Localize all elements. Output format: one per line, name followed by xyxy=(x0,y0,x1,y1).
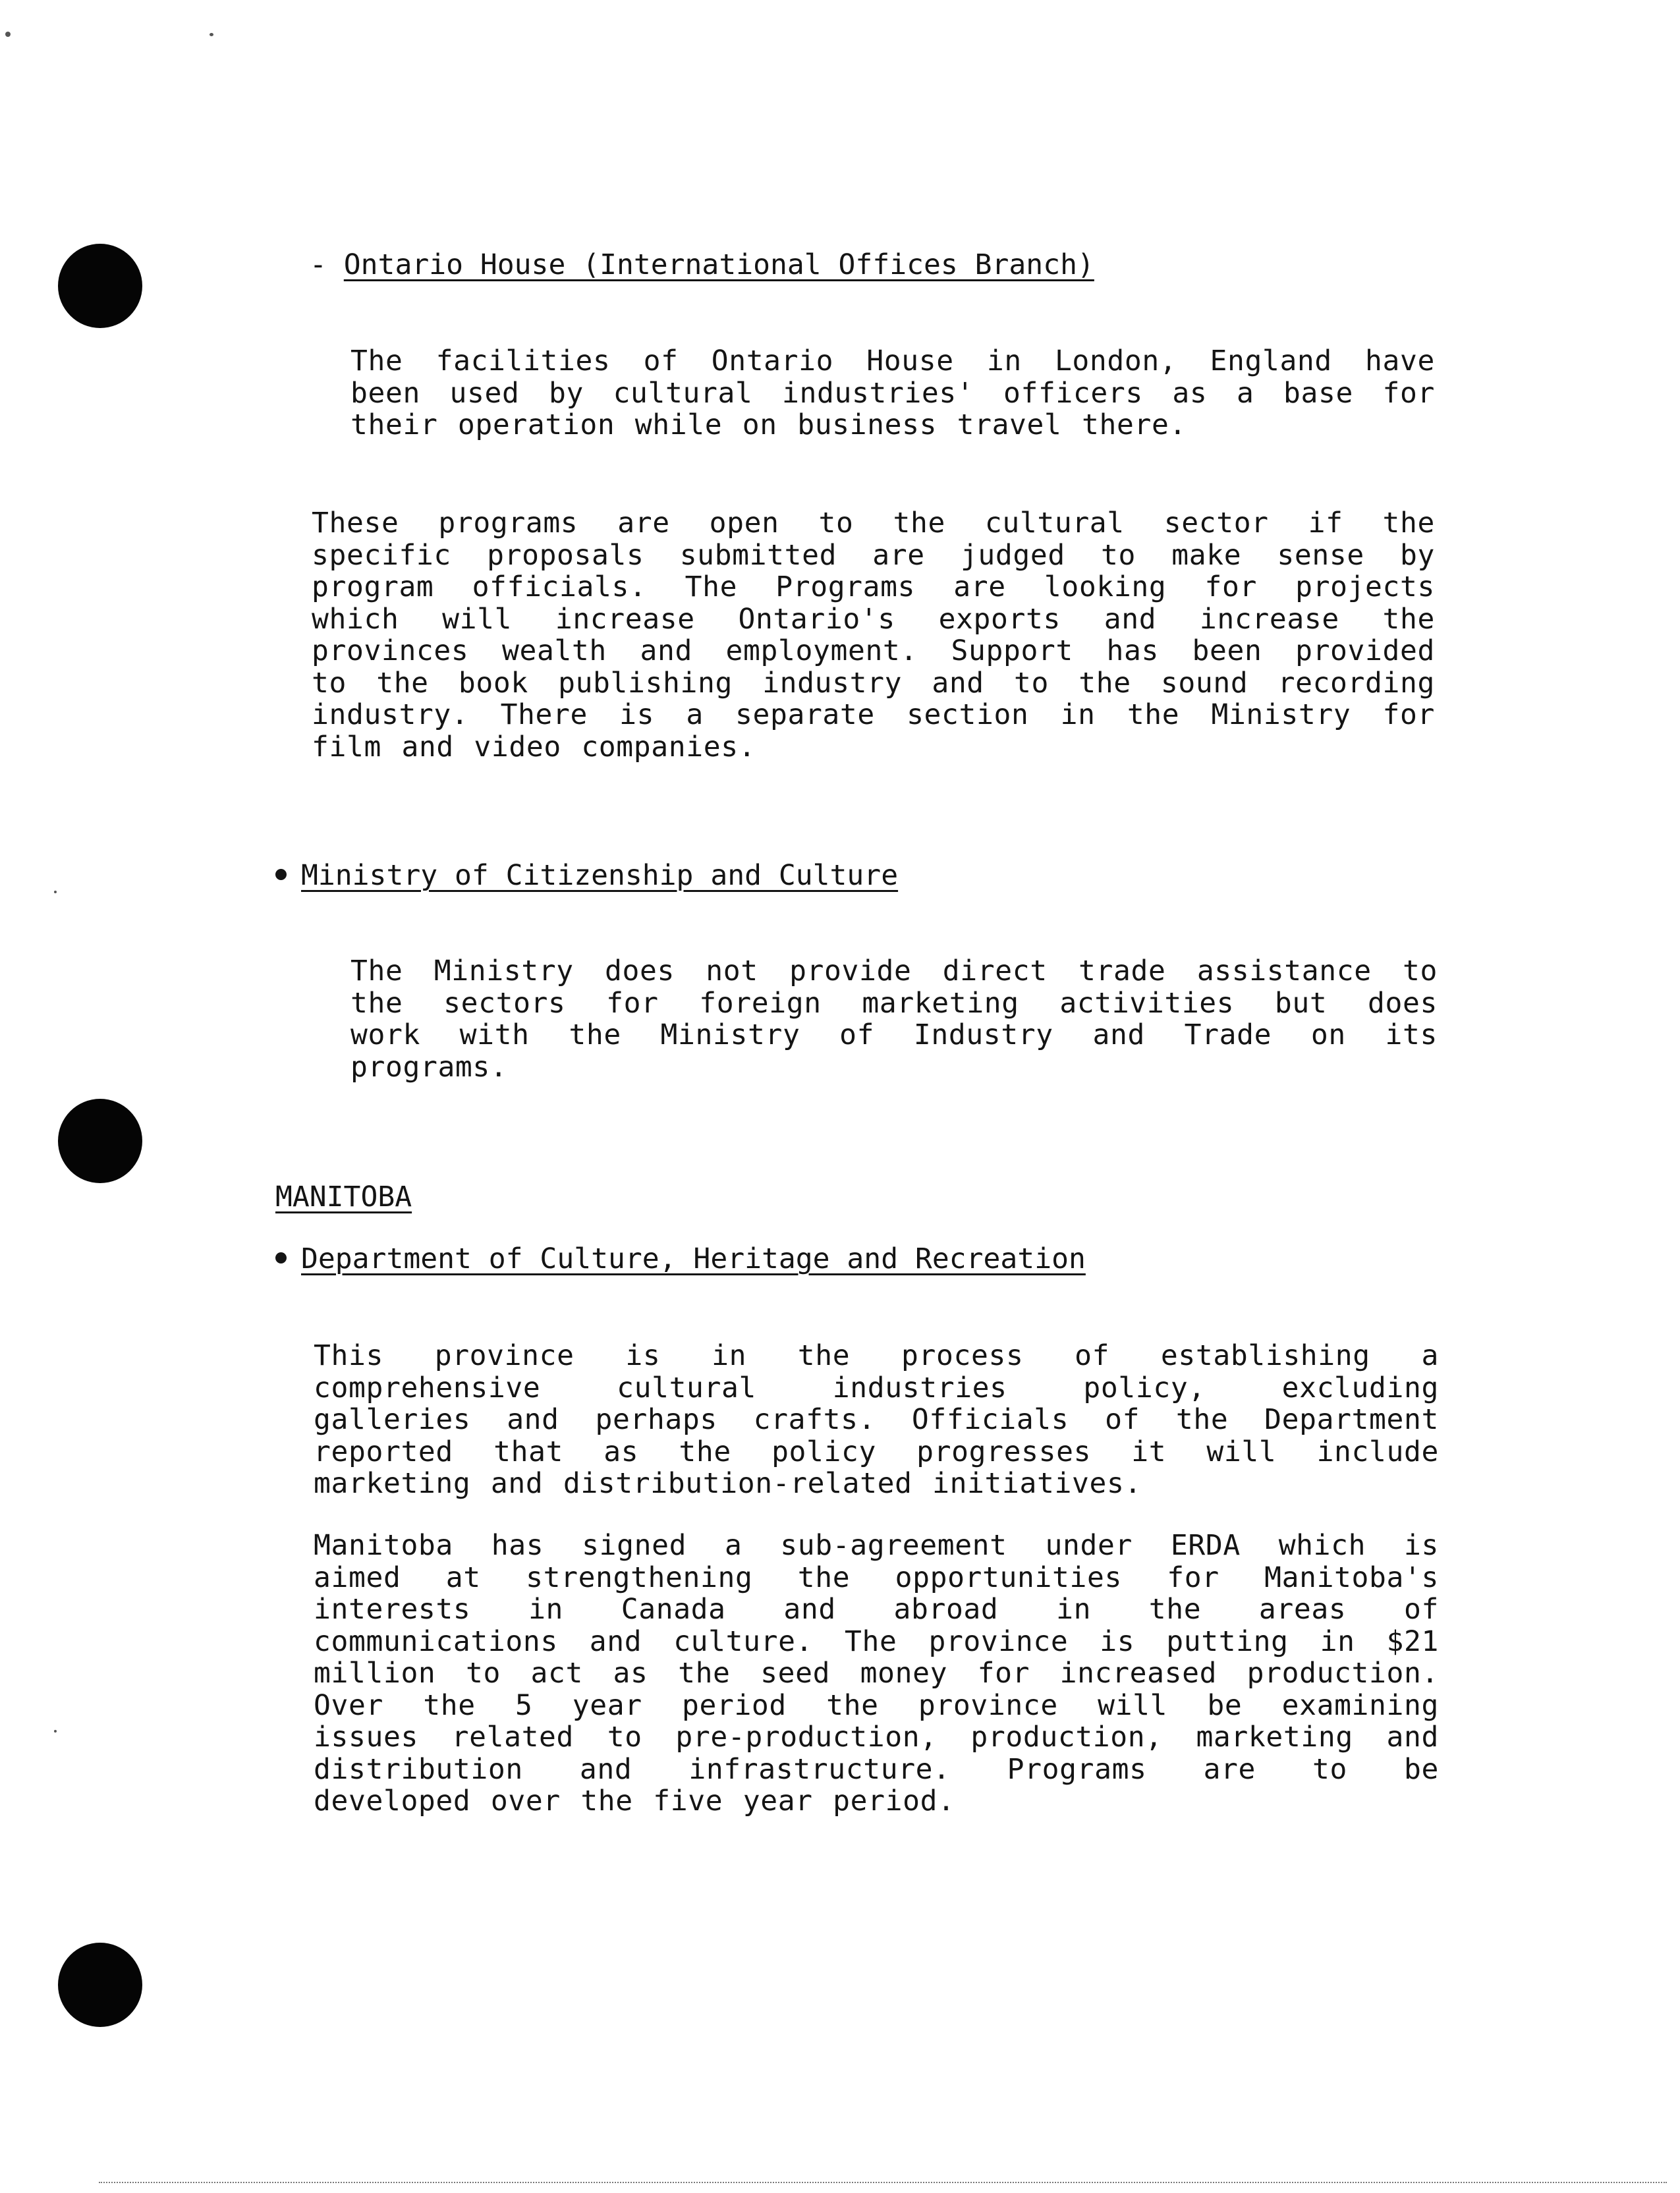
paragraph-line: Over the 5 year period the province will be examining xyxy=(314,1688,1439,1722)
programs-paragraph xyxy=(312,507,1435,763)
manitoba-policy-paragraph xyxy=(314,1340,1439,1500)
scan-speck xyxy=(54,891,57,893)
paragraph-line: galleries and perhaps crafts. Officials of the Department xyxy=(314,1403,1439,1436)
paragraph-line: This province is in the process of establishing a xyxy=(314,1339,1439,1372)
citizenship-culture-heading-text: Ministry of Citizenship and Culture xyxy=(301,859,899,892)
paragraph-line: been used by cultural industries' officers as a base for xyxy=(350,376,1435,410)
paragraph-line: aimed at strengthening the opportunities for Manitoba's xyxy=(314,1561,1439,1594)
heading-dash: - xyxy=(310,248,327,281)
paragraph-line: developed over the five year period. xyxy=(314,1785,955,1818)
bullet-icon xyxy=(275,869,287,880)
department-heading-text: Department of Culture, Heritage and Recreation xyxy=(301,1242,1086,1275)
manitoba-erda-paragraph xyxy=(314,1530,1439,1818)
paragraph-line: comprehensive cultural industries policy, excluding xyxy=(314,1371,1439,1404)
ontario-house-heading xyxy=(310,248,1094,281)
paragraph-line: The Ministry does not provide direct trade assistance to xyxy=(350,955,1438,987)
citizenship-culture-heading xyxy=(275,859,898,892)
paragraph-line: distribution and infrastructure. Programs are to be xyxy=(314,1752,1439,1786)
paragraph-line: film and video companies. xyxy=(312,730,756,763)
ontario-house-paragraph xyxy=(350,345,1435,441)
paragraph-line: Manitoba has signed a sub-agreement under ERDA which is xyxy=(314,1529,1439,1562)
paragraph-line: specific proposals submitted are judged to make sense by xyxy=(312,538,1435,572)
paragraph-line: their operation while on business travel there. xyxy=(350,408,1187,441)
paragraph-line: industry. There is a separate section in the Ministry for xyxy=(312,698,1435,731)
citizenship-culture-paragraph xyxy=(350,955,1438,1083)
paragraph-line: which will increase Ontario's exports and increase the xyxy=(312,602,1435,636)
paragraph-line: marketing and distribution-related initiatives. xyxy=(314,1467,1142,1500)
manitoba-section-title xyxy=(275,1180,412,1213)
scan-speck xyxy=(54,1730,57,1733)
paragraph-line: million to act as the seed money for increased production. xyxy=(314,1657,1439,1690)
punch-hole-top xyxy=(58,244,142,328)
bullet-icon xyxy=(275,1252,287,1263)
scan-speck xyxy=(5,32,11,37)
ontario-house-heading-text: Ontario House (International Offices Branch) xyxy=(343,248,1094,281)
paragraph-line: The facilities of Ontario House in London, England have xyxy=(350,345,1435,377)
paragraph-line: program officials. The Programs are looking for projects xyxy=(312,570,1435,603)
paragraph-line: work with the Ministry of Industry and Trade on its xyxy=(350,1018,1438,1051)
paragraph-line: reported that as the policy progresses it will include xyxy=(314,1435,1439,1468)
scan-speck xyxy=(210,33,213,36)
manitoba-title-text: MANITOBA xyxy=(275,1180,412,1213)
punch-hole-bottom xyxy=(58,1943,142,2027)
paragraph-line: communications and culture. The province is putting in $21 xyxy=(314,1624,1439,1658)
paragraph-line: the sectors for foreign marketing activities but does xyxy=(350,986,1438,1020)
paragraph-line: These programs are open to the cultural sector if the xyxy=(312,507,1435,540)
department-heading xyxy=(275,1242,1086,1275)
paragraph-line: issues related to pre-production, production, marketing and xyxy=(314,1721,1439,1754)
paragraph-line: provinces wealth and employment. Support has been provided xyxy=(312,634,1435,667)
paragraph-line: to the book publishing industry and to the sound recording xyxy=(312,666,1435,700)
scan-footer-line xyxy=(99,2182,1667,2183)
punch-hole-middle xyxy=(58,1099,142,1183)
paragraph-line: programs. xyxy=(350,1050,508,1084)
paragraph-line: interests in Canada and abroad in the areas of xyxy=(314,1593,1439,1626)
